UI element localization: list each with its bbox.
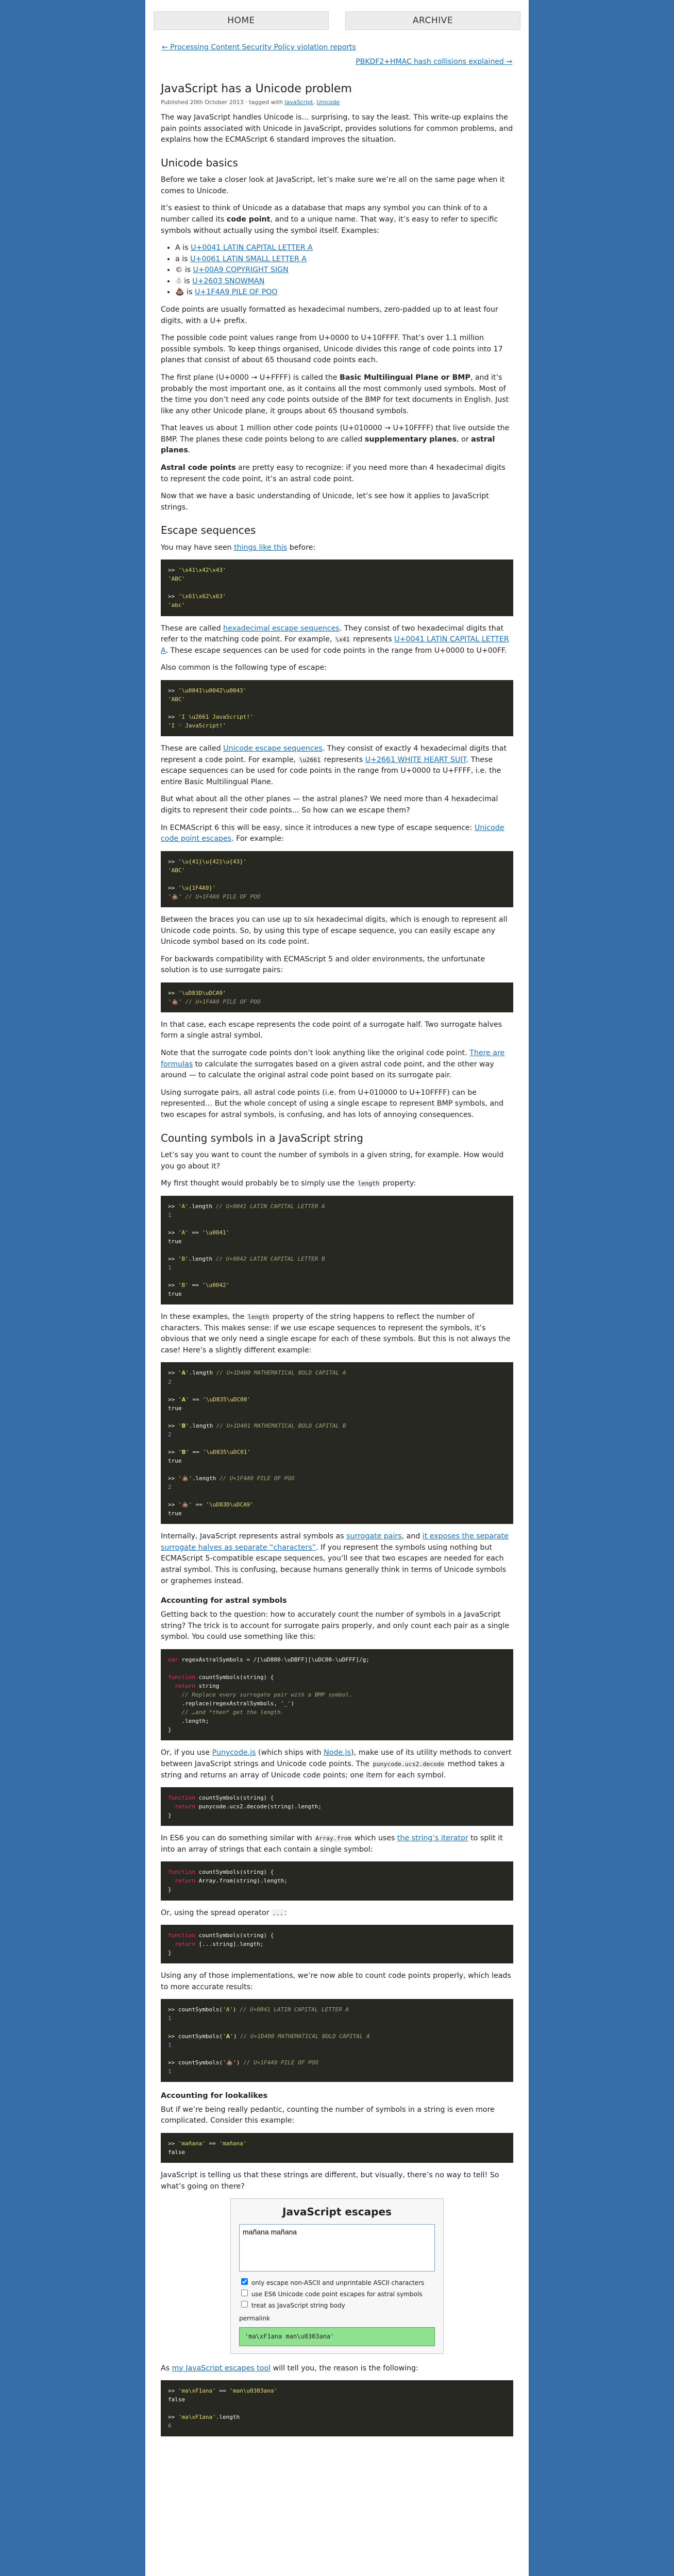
paragraph: Let’s say you want to count the number of symbols in a given string, for example. How would you go about it? <box>161 1150 504 1171</box>
text: which uses <box>352 1834 397 1843</box>
formulas-link[interactable]: There are formulas <box>161 1049 505 1069</box>
things-like-this-link[interactable]: things like this <box>234 543 288 552</box>
text: . <box>188 446 191 455</box>
paragraph <box>161 1048 513 1081</box>
inline-code: length <box>358 1180 380 1188</box>
list-item <box>175 243 513 254</box>
text: . They consist of exactly 4 hexadecimal digits that represent a code point. For example, <box>161 744 507 764</box>
bold-text: supplementary planes <box>364 435 457 444</box>
inline-code: punycode.ucs2.decode <box>373 1760 445 1768</box>
permalink[interactable]: permalink <box>239 2315 270 2323</box>
text: before: <box>287 543 316 552</box>
inline-code: Array.from <box>315 1835 351 1842</box>
code-block: function countSymbols(string) { return punycode.ucs2.decode(string).length; } <box>161 1787 513 1826</box>
only-escape-non-ascii-checkbox[interactable] <box>241 2278 248 2285</box>
paragraph <box>161 423 513 456</box>
inline-code: \u2661 <box>299 756 321 764</box>
javascript-escapes-tool <box>230 2198 444 2353</box>
text: (which ships with <box>256 1749 324 1757</box>
tool-title: JavaScript escapes <box>282 2206 392 2218</box>
surrogate-halves-link[interactable]: it exposes the separate surrogate halves as separate “characters” <box>161 1532 509 1552</box>
paragraph <box>161 1178 513 1190</box>
code-block: >> 'A'.length // U+0041 LATIN CAPITAL LETTER A 1 >> 'A' == '\u0041' true >> 'B'.length // U+0042 LATIN CAPITAL LETTER B 1 >> 'B' == '\u0042' true <box>161 1196 513 1305</box>
page <box>145 0 529 2576</box>
text: represents <box>322 755 365 764</box>
hex-escape-link[interactable]: hexadecimal escape sequences <box>223 624 340 633</box>
examples-list <box>161 243 513 298</box>
text: In ECMAScript 6 this will be easy, since it introduces a new type of escape sequence: <box>161 823 475 832</box>
post-navigation <box>145 30 529 66</box>
tag-javascript-link[interactable]: JavaScript <box>284 99 313 106</box>
codepoint-link[interactable]: U+0041 LATIN CAPITAL LETTER A <box>161 635 509 655</box>
text: That leaves us about 1 million other code points (U+010000 → U+10FFFF) that live outside the BMP. The planes these code points belong to are called <box>161 424 510 444</box>
text: to calculate the surrogates based on a given astral code point, and the other way around — to calculate the original astral code point based on its surrogate pair. <box>161 1060 494 1080</box>
paragraph <box>161 203 513 236</box>
punycode-link[interactable]: Punycode.js <box>212 1749 256 1757</box>
list-item <box>175 254 513 265</box>
text: Internally, JavaScript represents astral symbols as <box>161 1532 347 1541</box>
paragraph <box>161 2363 513 2375</box>
string-iterator-link[interactable]: the string’s iterator <box>397 1834 468 1843</box>
text: In these examples, the <box>161 1313 247 1321</box>
previous-post-link[interactable]: ← Processing Content Security Policy violation reports <box>162 43 356 52</box>
code-block: function countSymbols(string) { return Array.from(string).length; } <box>161 1861 513 1900</box>
text: In ES6 you can do something similar with <box>161 1834 315 1843</box>
tool-output: 'ma\xF1ana man\u0303ana' <box>239 2327 435 2346</box>
code-block: >> countSymbols('A') // U+0041 LATIN CAPITAL LETTER A 1 >> countSymbols('𝐀') // U+1D400 MATHEMATICAL BOLD CAPITAL A 1 >> countSymbols('💩') // U+1F4A9 PILE OF POO 1 <box>161 1999 513 2081</box>
glyph: © <box>175 266 183 275</box>
text: are pretty easy to recognize: if you need more than 4 hexadecimal digits to represent the code point, it’s an astral code point. <box>161 464 506 483</box>
section-heading-counting-symbols: Counting symbols in a JavaScript string <box>161 1131 363 1144</box>
codepoint-link[interactable]: U+2661 WHITE HEART SUIT <box>365 755 466 764</box>
paragraph: The possible code point values range from U+0000 to U+10FFFF. That’s over 1.1 million possible symbols. To keep things organised, Unicode divides this range of code points into 17 planes that consist of about 65 thousand code points each. <box>161 334 503 365</box>
glyph: 💩 <box>175 288 184 297</box>
text: These are called <box>161 624 224 633</box>
codepoint-link[interactable]: U+0061 LATIN SMALL LETTER A <box>190 255 307 263</box>
inline-code: ... <box>273 1909 283 1917</box>
section-heading-escape-sequences: Escape sequences <box>161 524 256 537</box>
intro-paragraph: The way JavaScript handles Unicode is… surprising, to say the least. This write-up explains the pain points associated with Unicode in JavaScript, provides solutions for common problems, and explains how the ECMAScript 6 standard improves the situation. <box>161 113 513 144</box>
archive-button[interactable]: ARCHIVE <box>345 11 520 30</box>
option-label <box>239 2299 435 2311</box>
text: is <box>179 255 191 263</box>
text: As <box>161 2364 172 2372</box>
option-label <box>239 2277 435 2288</box>
escapes-tool-link[interactable]: my JavaScript escapes tool <box>172 2364 271 2372</box>
paragraph <box>161 372 513 417</box>
paragraph: Between the braces you can use up to six hexadecimal digits, which is enough to represent all Unicode code points. So, by using this type of escape sequence, you can easily escape any Unicode symbol based on its code point. <box>161 915 508 946</box>
text: . They consist of two hexadecimal digits that refer to the matching code point. For example, <box>161 624 504 644</box>
text: You may have seen <box>161 543 234 552</box>
paragraph: JavaScript is telling us that these strings are different, but visually, there’s no way to tell! So what’s going on there? <box>161 2171 499 2191</box>
text: , and to a unique name. That way, it’s easy to refer to specific symbols without actually using the symbol itself. Examples: <box>161 215 498 235</box>
unicode-escape-link[interactable]: Unicode escape sequences <box>223 744 323 753</box>
text: use ES6 Unicode code point escapes for astral symbols <box>251 2290 423 2298</box>
subheading-lookalikes: Accounting for lookalikes <box>161 2091 268 2100</box>
code-block: >> '𝐀'.length // U+1D400 MATHEMATICAL BOLD CAPITAL A 2 >> '𝐀' == '\uD835\uDC00' true >> '𝐁'.length // U+1D401 MATHEMATICAL BOLD CAPITAL B 2 >> '𝐁' == '\uD835\uDC01' true >> '💩'.length // U+1F4A9 PILE OF POO 2 >> '💩' == '\uD83D\uDCA9' true <box>161 1362 513 1524</box>
es6-escapes-checkbox[interactable] <box>241 2290 248 2296</box>
glyph: A <box>175 244 180 252</box>
text: : <box>284 1908 287 1917</box>
inline-code: length <box>247 1313 269 1321</box>
text: is <box>180 244 191 252</box>
option-label <box>239 2288 435 2299</box>
paragraph: Now that we have a basic understanding of Unicode, let’s see how it applies to JavaScript strings. <box>161 492 489 512</box>
list-item <box>175 265 513 276</box>
code-block: >> '\uD83D\uDCA9' '💩' // U+1F4A9 PILE OF POO <box>161 982 513 1012</box>
text: represents <box>350 635 395 644</box>
paragraph: In that case, each escape represents the code point of a surrogate half. Two surrogate halves form a single astral symbol. <box>161 1020 502 1040</box>
bold-text: astral planes <box>161 435 495 455</box>
codepoint-link[interactable]: U+1F4A9 PILE OF POO <box>195 288 278 297</box>
post-meta: Published 20th October 2013 · tagged with JavaScript, Unicode <box>161 99 340 106</box>
code-block: function countSymbols(string) { return [...string].length; } <box>161 1925 513 1963</box>
list-item <box>175 287 513 298</box>
text: property: <box>380 1179 416 1188</box>
text: . If you represent the symbols using nothing but ECMAScript 5-compatible escape sequences, you’ll see that two escapes are needed for each astral symbol. This is confusing, because humans generally think in terms of Unicode symbols or graphemes instead. <box>161 1543 507 1585</box>
code-block: >> '\u{41}\u{42}\u{43}' 'ABC' >> '\u{1F4A9}' '💩' // U+1F4A9 PILE OF POO <box>161 851 513 907</box>
nodejs-link[interactable]: Node.js <box>324 1749 351 1757</box>
text: The first plane (U+0000 → U+FFFF) is called the <box>161 373 340 382</box>
text: treat as JavaScript string body <box>251 2301 345 2309</box>
text: is <box>181 277 193 285</box>
bold-text: Basic Multilingual Plane or BMP <box>340 373 470 382</box>
list-item <box>175 276 513 287</box>
paragraph: Using surrogate pairs, all astral code points (i.e. from U+010000 to U+10FFFF) can be represented… But the whole concept of using a single escape to represent BMP symbols, and two escapes for astral symbols, is confusing, and has lots of annoying consequences. <box>161 1088 504 1119</box>
text: , or <box>457 435 471 444</box>
surrogate-pairs-link[interactable]: surrogate pairs <box>346 1532 402 1541</box>
paragraph <box>161 1312 513 1356</box>
subheading-astral-symbols: Accounting for astral symbols <box>161 1597 287 1605</box>
text: only escape non-ASCII and unprintable ASCII characters <box>251 2279 425 2286</box>
text: These are called <box>161 744 224 753</box>
text: , and it’s probably the most important one, as it contains all the most commonly used symbols. Most of the time you don’t need any code points outside of the BMP for text documents in English. Just like any other Unicode plane, it groups about 65 thousand symbols. <box>161 373 509 415</box>
code-block: >> 'ma\xF1ana' == 'man\u0303ana' false >> 'ma\xF1ana'.length 6 <box>161 2380 513 2436</box>
text: will tell you, the reason is the following: <box>271 2364 418 2372</box>
top-nav <box>145 0 529 30</box>
paragraph: For backwards compatibility with ECMAScript 5 and older environments, the unfortunate solution is to use surrogate pairs: <box>161 955 485 975</box>
code-block: >> '\x41\x42\x43' 'ABC' >> '\x61\x62\x63' 'abc' <box>161 560 513 616</box>
inline-code: \x41 <box>335 636 350 643</box>
text: Or, using the spread operator <box>161 1908 272 1917</box>
code-block: >> '\u0041\u0042\u0043' 'ABC' >> 'I \u2661 JavaScript!' 'I ♡ JavaScript!' <box>161 680 513 736</box>
text: method takes a string and returns an array of Unicode code points; one item for each symbol. <box>161 1759 505 1780</box>
text: . These escape sequences can be used for code points in the range from U+0000 to U+FFFF, i.e. the entire Basic Multilingual Plane. <box>161 755 501 786</box>
paragraph: Before we take a closer look at JavaScript, let’s make sure we’re all on the same page when it comes to Unicode. <box>161 176 505 195</box>
article <box>145 66 529 2436</box>
paragraph <box>161 463 513 485</box>
paragraph: Using any of those implementations, we’re now able to count code points properly, which leads to more accurate results: <box>161 1972 511 1991</box>
text: . These escape sequences can be used for code points in the range from U+0000 to U+00FF. <box>165 646 507 655</box>
paragraph: Code points are usually formatted as hexadecimal numbers, zero-padded up to at least four digits, with a U+ prefix. <box>161 306 498 325</box>
paragraph: But if we’re being really pedantic, counting the number of symbols in a string is even more complicated. Consider this example: <box>161 2105 495 2125</box>
codepoint-link[interactable]: U+2603 SNOWMAN <box>192 277 265 285</box>
text: . For example: <box>231 835 284 843</box>
codepoint-link[interactable]: U+00A9 COPYRIGHT SIGN <box>193 266 289 275</box>
tool-options <box>239 2277 435 2311</box>
paragraph <box>161 623 513 657</box>
tool-input[interactable] <box>239 2224 435 2272</box>
code-block: >> 'mañana' == 'mañana' false <box>161 2133 513 2163</box>
text: is <box>184 288 195 297</box>
paragraph: Getting back to the question: how to accurately count the number of symbols in a JavaScript string? The trick is to account for surrogate pairs properly, and only count each pair as a single symbol. You could use something like this: <box>161 1611 510 1641</box>
text: My first thought would probably be to simply use the <box>161 1179 357 1188</box>
bold-text: Astral code points <box>161 464 236 472</box>
text: , and <box>401 1532 423 1541</box>
glyph: a <box>175 255 180 263</box>
bold-text: code point <box>226 215 271 224</box>
paragraph: Also common is the following type of escape: <box>161 664 327 672</box>
paragraph <box>161 1748 513 1781</box>
section-heading-unicode-basics: Unicode basics <box>161 156 238 169</box>
code-block: var regexAstralSymbols = /[\uD800-\uDBFF][\uDC00-\uDFFF]/g; function countSymbols(string) { return string // Replace every surrogate pair with a BMP symbol. .replace(regexAstralSymbols, '_') // …and *then* get the length. .length; } <box>161 1649 513 1740</box>
text: to split it into an array of strings that each contain a single symbol: <box>161 1834 503 1854</box>
text: It’s easiest to think of Unicode as a database that maps any symbol you can think of to a number called its <box>161 204 487 224</box>
text: Note that the surrogate code points don’t look anything like the original code point. <box>161 1049 470 1058</box>
tag-unicode-link[interactable]: Unicode <box>316 99 340 106</box>
page-title: JavaScript has a Unicode problem <box>161 82 352 95</box>
home-button[interactable]: HOME <box>154 11 329 30</box>
glyph: ☃ <box>175 277 182 285</box>
text: is <box>182 266 193 275</box>
paragraph <box>161 823 513 845</box>
paragraph <box>161 543 513 554</box>
text: property of the string happens to reflect the number of characters. This makes sense: if we use escape sequences to represent the symbols, it’s obvious that we only need a single escape for each of these symbols. But this is not always the case! Here’s a slightly different example: <box>161 1313 511 1354</box>
paragraph: But what about all the other planes — the astral planes? We need more than 4 hexadecimal digits to represent their code points… So how can we escape them? <box>161 795 498 815</box>
codepoint-link[interactable]: U+0041 LATIN CAPITAL LETTER A <box>191 244 313 252</box>
paragraph <box>161 743 513 788</box>
meta-text: Published 20th October 2013 · tagged with <box>161 99 285 106</box>
paragraph <box>161 1833 513 1855</box>
next-post-link[interactable]: PBKDF2+HMAC hash collisions explained → <box>356 58 512 66</box>
code-point-escape-link[interactable]: Unicode code point escapes <box>161 823 504 843</box>
paragraph <box>161 1531 513 1587</box>
string-body-checkbox[interactable] <box>241 2301 248 2308</box>
text: Or, if you use <box>161 1749 212 1757</box>
paragraph <box>161 1908 513 1919</box>
text: ), make use of its utility methods to convert between JavaScript strings and Unicode code points. The <box>161 1749 512 1768</box>
